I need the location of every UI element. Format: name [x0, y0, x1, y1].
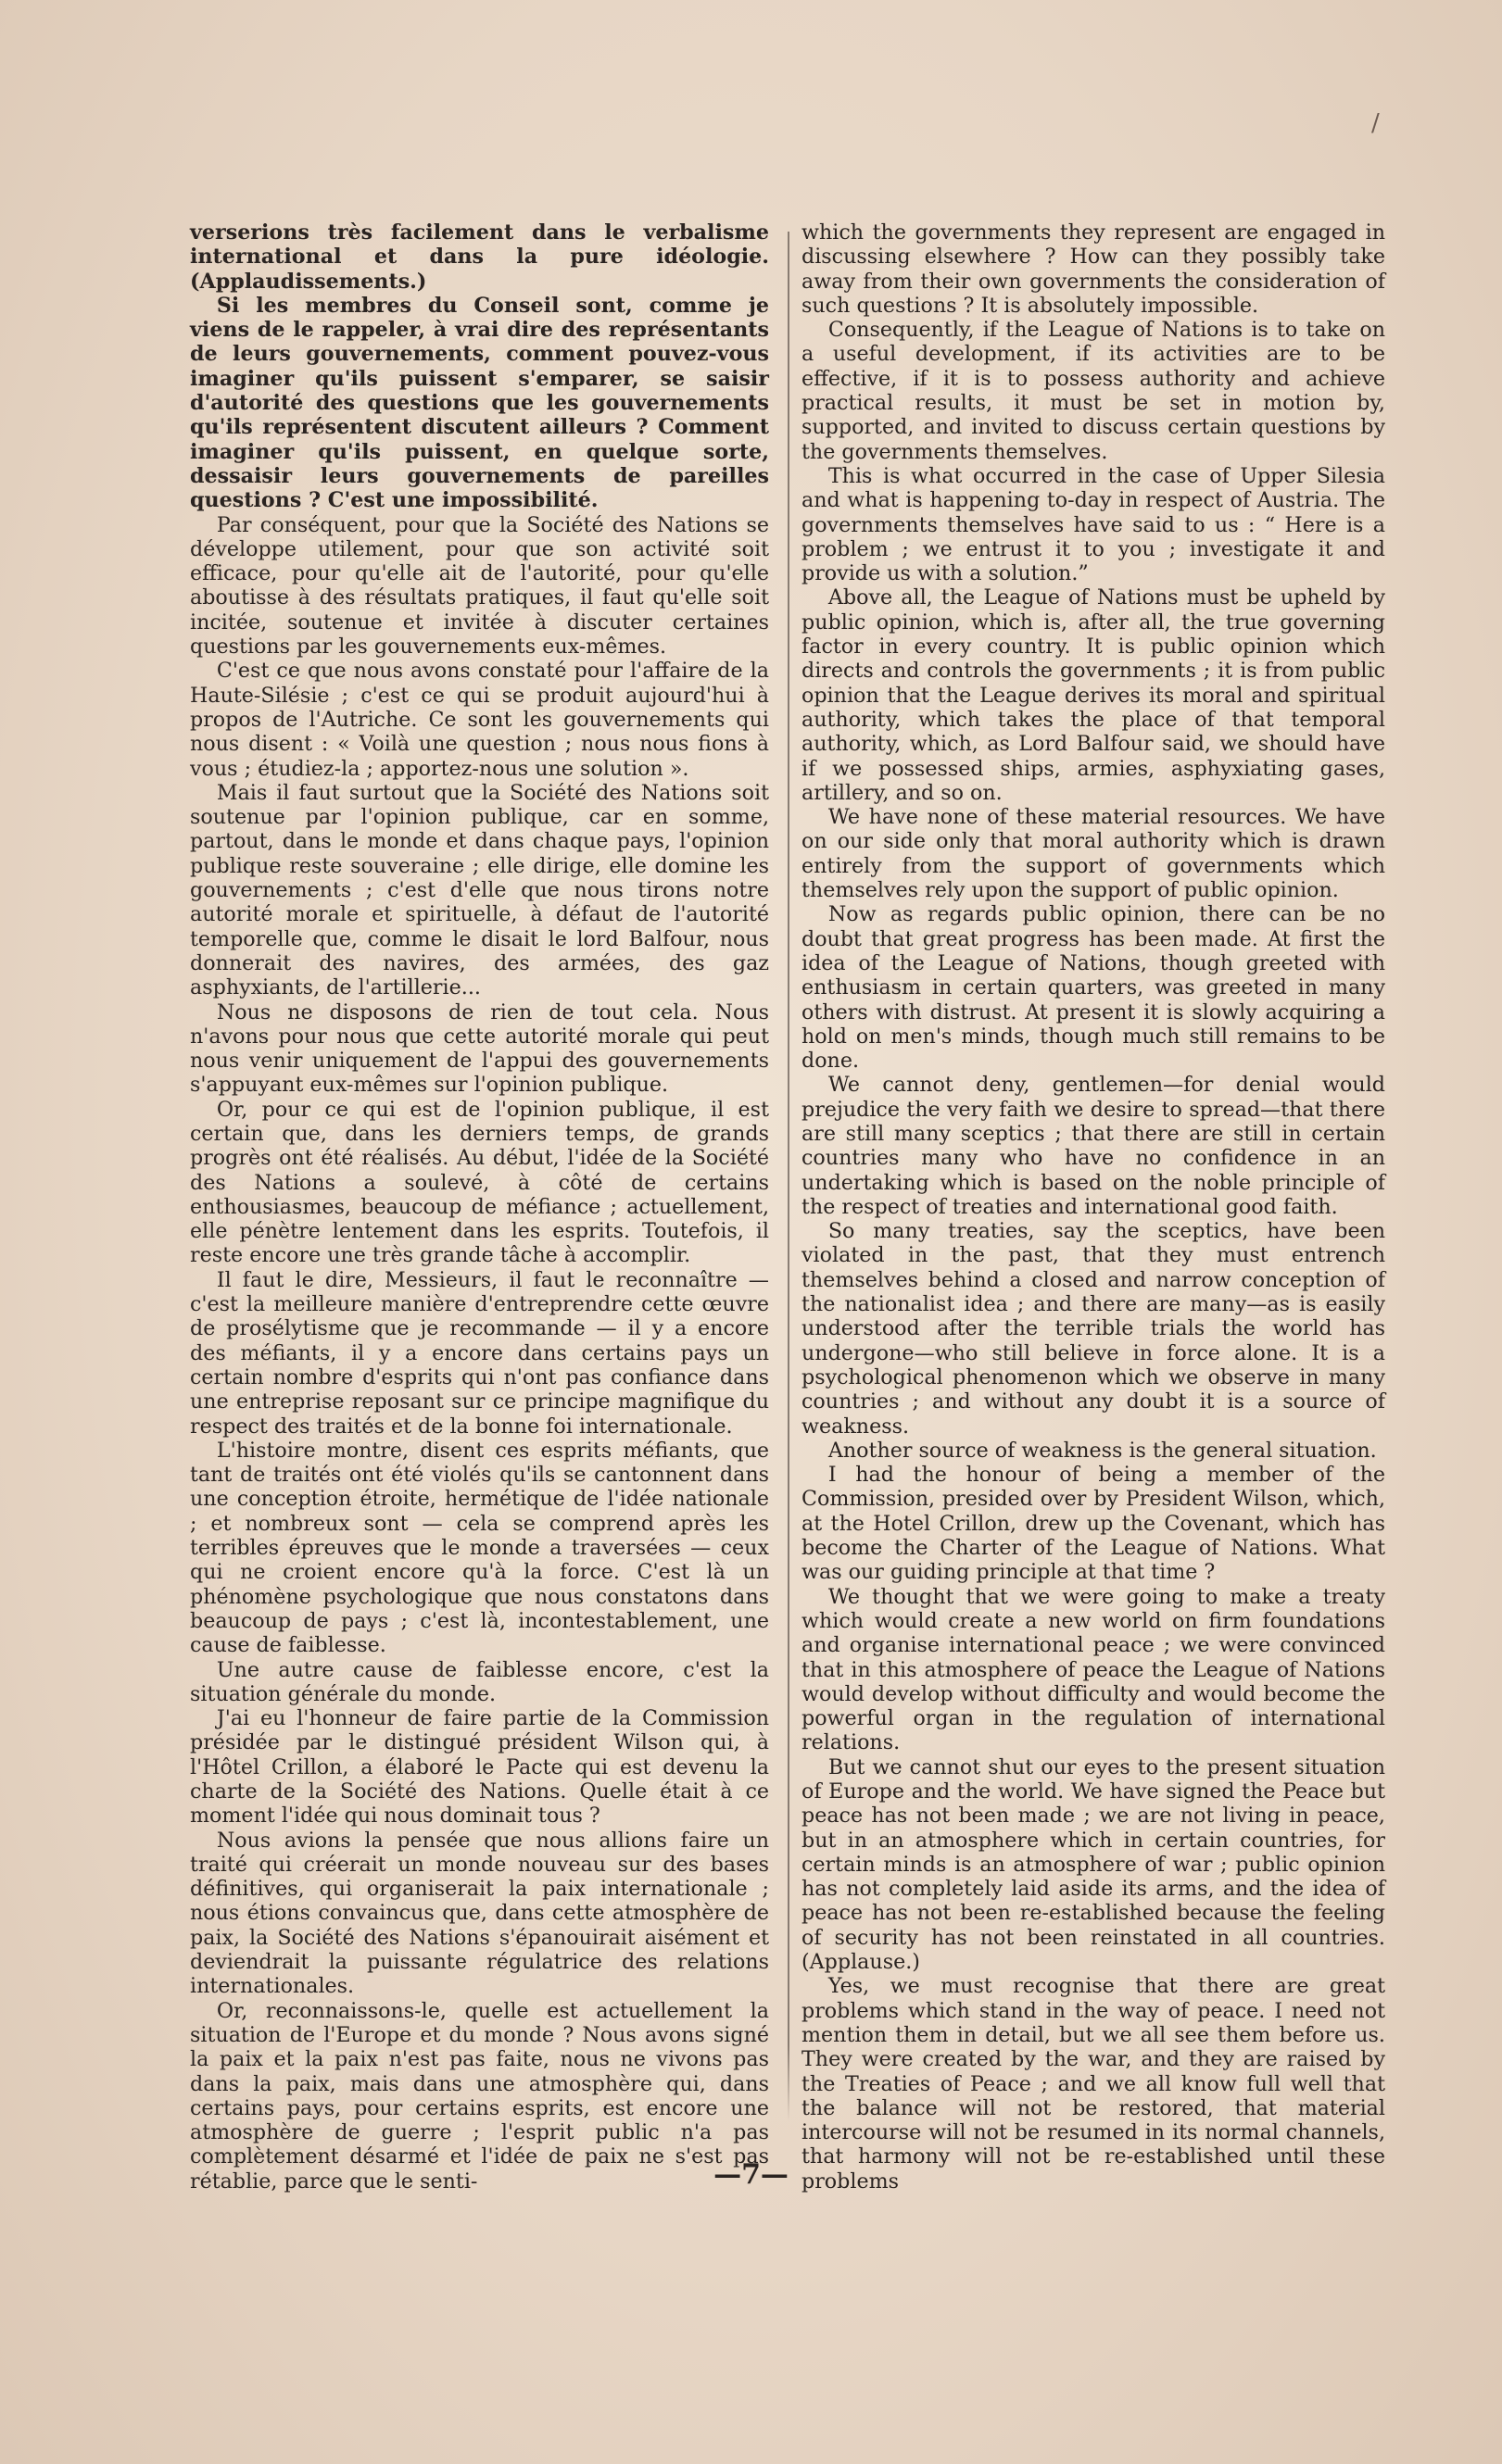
- paragraph: Par conséquent, pour que la Société des Nations se développe utilement, pour que son activité soit efficace, pour qu'elle ait de l'autorité, pour qu'elle aboutisse à des résultats pratiques, il faut qu'elle soit incitée, soutenue et invitée à discuter certaines questions par les gouvernements eux-mêmes.: [190, 512, 769, 660]
- paragraph: verserions très facilement dans le verbalisme international et dans la pure idéologie. (Applaudissements.): [190, 220, 769, 294]
- right-column-english: [801, 220, 1385, 2194]
- left-column-french: [190, 220, 769, 2194]
- paragraph: We thought that we were going to make a treaty which would create a new world on firm foundations and organise international peace ; we were convinced that in this atmosphere of peace the League of Nations would develop without difficulty and would become the powerful organ in the regulation of international relations.: [801, 1584, 1385, 1755]
- page-number: —7—: [713, 2158, 789, 2191]
- paragraph: We cannot deny, gentlemen—for denial would prejudice the very faith we desire to spread—that there are still many sceptics ; that there are still in certain countries many who have no confidence in an undertaking which is based on the noble principle of the respect of treaties and international good faith.: [801, 1073, 1385, 1219]
- paragraph: Another source of weakness is the general situation.: [827, 1438, 1377, 1463]
- paragraph: C'est ce que nous avons constaté pour l'affaire de la Haute-Silésie ; c'est ce qui se produit aujourd'hui à propos de l'Autriche. Ce sont les gouvernements qui nous disent : « Voilà une question ; nous nous fions à vous ; étudiez-la ; apportez-nous une solution ».: [190, 659, 769, 781]
- paragraph: So many treaties, say the sceptics, have been violated in the past, that they must entrench themselves behind a closed and narrow conception of the nationalist idea ; and there are many—as is easily understood after the terrible trials the world has undergone—who still believe in force alone. It is a psychological phenomenon which we observe in many countries ; and without any doubt it is a source of weakness.: [801, 1219, 1385, 1439]
- column-divider: [788, 232, 789, 2121]
- paragraph: Si les membres du Conseil sont, comme je viens de le rappeler, à vrai dire des représentants de leurs gouvernements, comment pouvez-vous imaginer qu'ils puissent s'emparer, se saisir d'autorité des questions que les gouvernements qu'ils représentent discutent ailleurs ? Comment imaginer qu'ils puissent, en quelque sorte, dessaisir leurs gouvernements de pareilles questions ? C'est une impossibilité.: [190, 293, 769, 513]
- paragraph: which the governments they represent are engaged in discussing elsewhere ? How can they possibly take away from their own governments the consideration of such questions ? It is absolutely impossible.: [801, 220, 1385, 318]
- paragraph: Nous avions la pensée que nous allions faire un traité qui créerait un monde nouveau sur des bases définitives, qui organiserait la paix internationale ; nous étions convaincus que, dans cette atmosphère de paix, la Société des Nations s'épanouirait aisément et deviendrait la puissante régulatrice des relations internationales.: [190, 1828, 769, 1999]
- paragraph: L'histoire montre, disent ces esprits méfiants, que tant de traités ont été violés qu'ils se cantonnent dans une conception étroite, hermétique de l'idée nationale ; et nombreux sont — cela se comprend après les terribles épreuves que le monde a traversées — ceux qui ne croient encore qu'à la force. C'est là un phénomène psychologique que nous constatons dans beaucoup de pays ; c'est là, incontestablement, une cause de faiblesse.: [190, 1438, 769, 1658]
- paragraph: Now as regards public opinion, there can be no doubt that great progress has been made. At first the idea of the League of Nations, though greeted with enthusiasm in certain quarters, was greeted in many others with distrust. At present it is slowly acquiring a hold on men's minds, though much still remains to be done.: [801, 902, 1385, 1074]
- paragraph: Or, reconnaissons-le, quelle est actuellement la situation de l'Europe et du monde ? Nous avons signé la paix et la paix n'est pas faite, nous ne vivons pas dans la paix, mais dans une atmosphère qui, dans certains pays, pour certains esprits, est encore une atmosphère de guerre ; l'esprit public n'a pas complètement désarmé et l'idée de paix ne s'est pas rétablie, parce que le senti-: [190, 1998, 769, 2194]
- paragraph: I had the honour of being a member of the Commission, presided over by President Wilson, which, at the Hotel Crillon, drew up the Covenant, which has become the Charter of the League of Nations. What was our guiding principle at that time ?: [801, 1463, 1385, 1585]
- corner-mark: /: [1371, 109, 1380, 137]
- paragraph: Consequently, if the League of Nations is to take on a useful development, if its activities are to be effective, if it is to possess authority and achieve practical results, it must be set in motion by, supported, and invited to discuss certain questions by the governments themselves.: [801, 318, 1385, 464]
- paragraph: We have none of these material resources. We have on our side only that moral authority which is drawn entirely from the support of governments which themselves rely upon the support of public opinion.: [801, 805, 1385, 903]
- paragraph: Or, pour ce qui est de l'opinion publique, il est certain que, dans les derniers temps, de grands progrès ont été réalisés. Au début, l'idée de la Société des Nations a soulevé, à côté de certains enthousiasmes, beaucoup de méfiance ; actuellement, elle pénètre lentement dans les esprits. Toutefois, il reste encore une très grande tâche à accomplir.: [190, 1097, 769, 1268]
- paragraph: Une autre cause de faiblesse encore, c'est la situation générale du monde.: [190, 1657, 769, 1706]
- paragraph: This is what occurred in the case of Upper Silesia and what is happening to-day in respect of Austria. The governments themselves have said to us : “ Here is a problem ; we entrust it to you ; investigate it and provide us with a solution.”: [801, 463, 1385, 586]
- paragraph: Yes, we must recognise that there are great problems which stand in the way of peace. I need not mention them in detail, but we all see them before us. They were created by the war, and they are raised by the Treaties of Peace ; and we all know full well that the balance will not be restored, that material intercourse will not be resumed in its normal channels, that harmony will not be re-established until these problems: [801, 1974, 1385, 2194]
- paragraph: Nous ne disposons de rien de tout cela. Nous n'avons pour nous que cette autorité morale qui peut nous venir uniquement de l'appui des gouvernements s'appuyant eux-mêmes sur l'opinion publique.: [190, 999, 769, 1098]
- paragraph: Above all, the League of Nations must be upheld by public opinion, which is, after all, the true governing factor in every country. It is public opinion which directs and controls the governments ; it is from public opinion that the League derives its moral and spiritual authority, which takes the place of that temporal authority, which, as Lord Balfour said, we should have if we possessed ships, armies, asphyxiating gases, artillery, and so on.: [801, 585, 1385, 805]
- paragraph: But we cannot shut our eyes to the present situation of Europe and the world. We have signed the Peace but peace has not been made ; we are not living in peace, but in an atmosphere which in certain countries, for certain minds is an atmosphere of war ; public opinion has not completely laid aside its arms, and the idea of peace has not been re-established because the feeling of security has not been reinstated in all countries. (Applause.): [801, 1754, 1385, 1975]
- paragraph: J'ai eu l'honneur de faire partie de la Commission présidée par le distingué président Wilson qui, à l'Hôtel Crillon, a élaboré le Pacte qui est devenu la charte de la Société des Nations. Quelle était à ce moment l'idée qui nous dominait tous ?: [190, 1706, 769, 1829]
- paragraph: Mais il faut surtout que la Société des Nations soit soutenue par l'opinion publique, car en somme, partout, dans le monde et dans chaque pays, l'opinion publique reste souveraine ; elle dirige, elle domine les gouvernements ; c'est d'elle que nous tirons notre autorité morale et spirituelle, à défaut de l'autorité temporelle que, comme le disait le lord Balfour, nous donnerait des navires, des armées, des gaz asphyxiants, de l'artillerie...: [190, 780, 769, 1000]
- paragraph: Il faut le dire, Messieurs, il faut le reconnaître — c'est la meilleure manière d'entreprendre cette œuvre de prosélytisme que je recommande — il y a encore des méfiants, il y a encore dans certains pays un certain nombre d'esprits qui n'ont pas confiance dans une entreprise reposant sur ce principe magnifique du respect des traités et de la bonne foi internationale.: [190, 1267, 769, 1439]
